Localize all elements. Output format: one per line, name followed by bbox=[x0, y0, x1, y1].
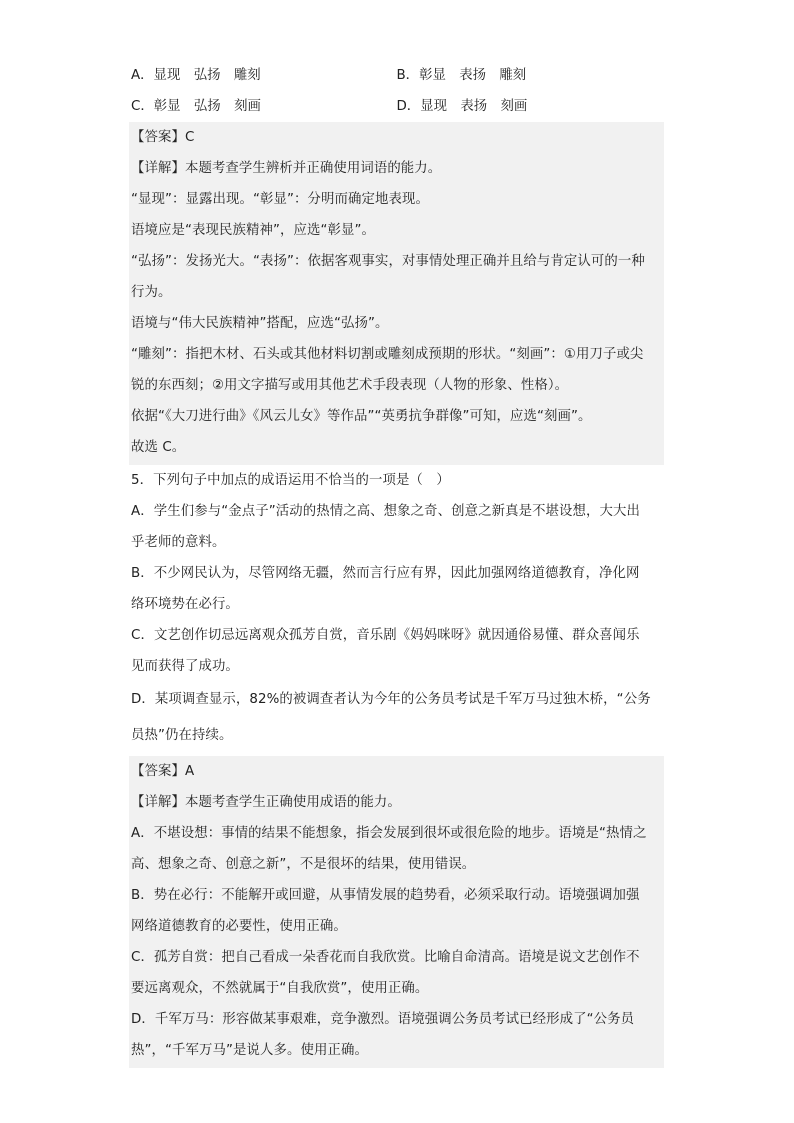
q4-answer-line: 故选 C。 bbox=[131, 440, 186, 455]
q5-option-d-line: D．某项调查显示，82%的被调查者认为今年的公务员考试是千军万马过独木桥，“公务 bbox=[131, 692, 651, 707]
q4-answer-line: “弘扬”：发扬光大。“表扬”：依据客观事实，对事情处理正确并且给与肯定认可的一种 bbox=[131, 254, 645, 269]
q5-option-b-line: B．不少网民认为，尽管网络无疆，然而言行应有界，因此加强网络道德教育，净化网 bbox=[131, 566, 640, 581]
q4-answer-line: 【答案】C bbox=[131, 130, 195, 145]
q4-answer-line: “显现”：显露出现。“彰显”：分明而确定地表现。 bbox=[131, 192, 429, 207]
q4-option-a: A．显现 弘扬 雕刻 bbox=[131, 68, 261, 83]
q5-option-c-line: C．文艺创作切忌远离观众孤芳自赏，音乐剧《妈妈咪呀》就因通俗易懂、群众喜闻乐 bbox=[131, 628, 640, 643]
q4-option-c: C．彰显 弘扬 刻画 bbox=[131, 99, 261, 114]
q5-answer-line: 网络道德教育的必要性，使用正确。 bbox=[131, 919, 347, 934]
q5-answer-block bbox=[129, 756, 664, 1068]
q5-option-a-line: 乎老师的意料。 bbox=[131, 535, 226, 550]
q4-options-row-2 bbox=[131, 91, 662, 122]
q5-answer-line: 热”，“千军万马”是说人多。使用正确。 bbox=[131, 1043, 368, 1058]
q4-answer-block bbox=[129, 122, 664, 465]
q5-option-b-line: 络环境势在必行。 bbox=[131, 597, 239, 612]
document-page bbox=[131, 60, 662, 1068]
q5-answer-line: 高、想象之奇、创意之新”，不是很坏的结果，使用错误。 bbox=[131, 857, 476, 872]
q4-answer-line: 语境应是“表现民族精神”，应选“彰显”。 bbox=[131, 223, 375, 238]
q4-answer-line: 行为。 bbox=[131, 285, 172, 300]
q5-option-d-line: 员热”仍在持续。 bbox=[131, 728, 233, 743]
q5-answer-line: A．不堪设想：事情的结果不能想象，指会发展到很坏或很危险的地步。语境是“热情之 bbox=[131, 826, 647, 841]
q4-answer-line: 锐的东西刻；②用文字描写或用其他艺术手段表现（人物的形象、性格）。 bbox=[131, 378, 569, 393]
q5-stem: 5．下列句子中加点的成语运用不恰当的一项是（ ） bbox=[131, 473, 450, 488]
q5-answer-line: D．千军万马：形容做某事艰难，竞争激烈。语境强调公务员考试已经形成了“公务员 bbox=[131, 1012, 635, 1027]
q4-answer-line: “雕刻”：指把木材、石头或其他材料切割或雕刻成预期的形状。“刻画”：①用刀子或尖 bbox=[131, 347, 644, 362]
q5-answer-line: 【答案】A bbox=[131, 764, 195, 779]
q5-option-a-line: A．学生们参与“金点子”活动的热情之高、想象之奇、创意之新真是不堪设想，大大出 bbox=[131, 504, 640, 519]
q4-answer-line: 【详解】本题考查学生辨析并正确使用词语的能力。 bbox=[131, 161, 442, 176]
q5-answer-line: B．势在必行：不能解开或回避，从事情发展的趋势看，必须采取行动。语境强调加强 bbox=[131, 888, 640, 903]
q5-answer-line: C．孤芳自赏：把自己看成一朵香花而自我欣赏。比喻自命清高。语境是说文艺创作不 bbox=[131, 950, 640, 965]
q4-answer-line: 依据“《大刀进行曲》《风云儿女》等作品”“英勇抗争群像”可知，应选“刻画”。 bbox=[131, 409, 592, 424]
q4-options-row-1 bbox=[131, 60, 662, 91]
q4-option-d: D．显现 表扬 刻画 bbox=[396, 99, 528, 114]
q5-answer-line: 要远离观众，不然就属于“自我欣赏”，使用正确。 bbox=[131, 981, 429, 996]
q5-option-c-line: 见而获得了成功。 bbox=[131, 659, 239, 674]
q4-answer-line: 语境与“伟大民族精神”搭配，应选“弘扬”。 bbox=[131, 316, 389, 331]
q5-answer-line: 【详解】本题考查学生正确使用成语的能力。 bbox=[131, 795, 401, 810]
q4-option-b: B．彰显 表扬 雕刻 bbox=[396, 68, 527, 83]
